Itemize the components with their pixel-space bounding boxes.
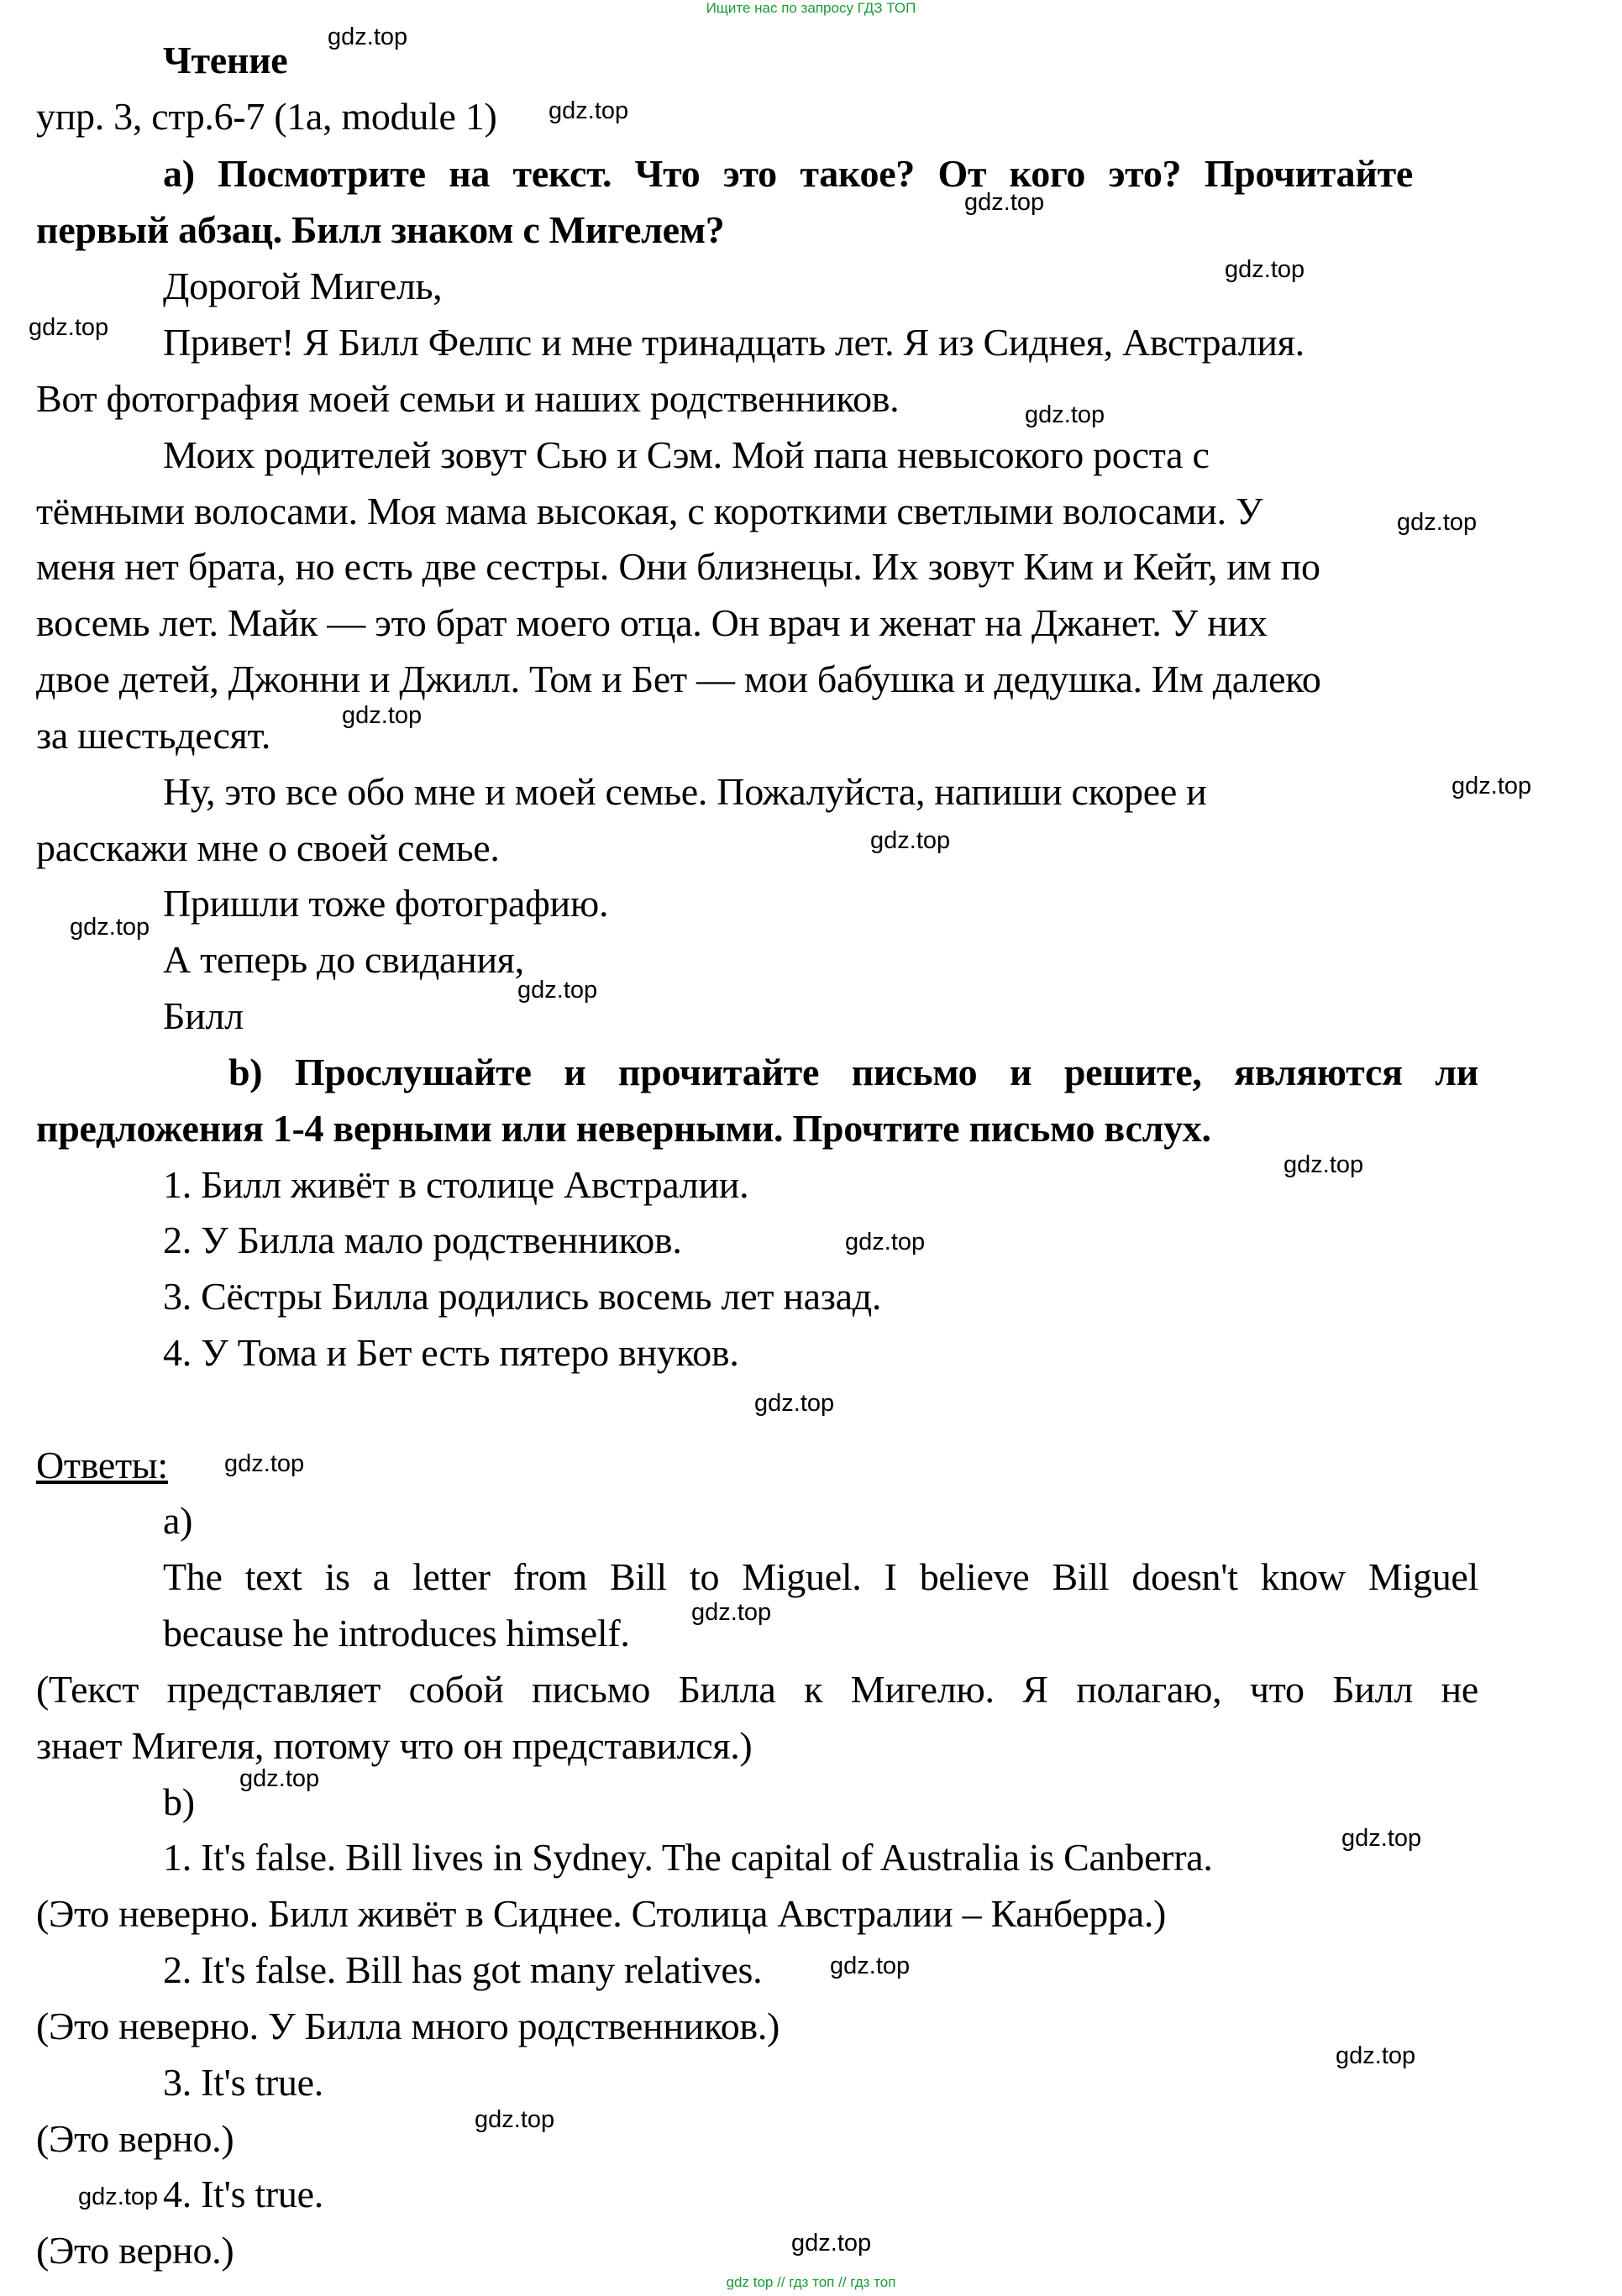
answer-b1-en: 1. It's false. Bill lives in Sydney. The capital of Australia is Canberra. xyxy=(163,1836,1213,1879)
watermark: gdz.top xyxy=(239,1765,320,1792)
letter-p2-line-3: меня нет брата, но есть две сестры. Они близнецы. Их зовут Ким и Кейт, им по xyxy=(36,545,1320,588)
letter-p3-line-2: расскажи мне о своей семье. xyxy=(36,826,500,869)
watermark: gdz.top xyxy=(224,1450,305,1477)
answer-b2-en: 2. It's false. Bill has got many relatives. xyxy=(163,1948,763,1991)
letter-p4: Пришли тоже фотографию. xyxy=(163,882,609,925)
statement-3: 3. Сёстры Билла родились восемь лет назад. xyxy=(163,1275,882,1318)
letter-greeting: Дорогой Мигель, xyxy=(163,265,443,307)
task-b-line-2: предложения 1-4 верными или неверными. Прочтите письмо вслух. xyxy=(36,1107,1211,1150)
answer-b4-ru: (Это верно.) xyxy=(36,2229,234,2272)
watermark: gdz.top xyxy=(870,827,951,854)
answer-a-en-line-2: because he introduces himself. xyxy=(163,1612,630,1654)
footer-note: gdz top // гдз топ // гдз топ xyxy=(726,2274,896,2290)
letter-p3-line-1: Ну, это все обо мне и моей семье. Пожалуйста, напиши скорее и xyxy=(163,770,1207,813)
task-a-line-1: a) Посмотрите на текст. Что это такое? От кого это? Прочитайте xyxy=(163,152,1413,195)
task-a-line-2: первый абзац. Билл знаком с Мигелем? xyxy=(36,208,725,251)
section-title: Чтение xyxy=(163,39,288,81)
answer-b3-en: 3. It's true. xyxy=(163,2061,323,2104)
watermark: gdz.top xyxy=(845,1229,926,1255)
watermark: gdz.top xyxy=(1341,1825,1422,1852)
answer-a-ru-line-2: знает Мигеля, потому что он представился.) xyxy=(36,1724,753,1767)
exercise-ref: упр. 3, стр.6-7 (1a, module 1) xyxy=(36,95,497,138)
watermark: gdz.top xyxy=(29,314,109,341)
watermark: gdz.top xyxy=(754,1390,835,1417)
watermark: gdz.top xyxy=(70,914,150,941)
letter-p1-line-2: Вот фотография моей семьи и наших родственников. xyxy=(36,377,900,420)
answer-b2-ru: (Это неверно. У Билла много родственников.) xyxy=(36,2005,780,2047)
statement-2: 2. У Билла мало родственников. xyxy=(163,1219,682,1261)
letter-p2-line-1: Моих родителей зовут Сью и Сэм. Мой папа невысокого роста с xyxy=(163,433,1210,476)
watermark: gdz.top xyxy=(1225,256,1305,283)
watermark: gdz.top xyxy=(1397,509,1478,536)
letter-p2-line-6: за шестьдесят. xyxy=(36,714,271,757)
letter-p2-line-4: восемь лет. Майк — это брат моего отца. Он врач и женат на Джанет. У них xyxy=(36,601,1268,644)
watermark: gdz.top xyxy=(791,2230,872,2257)
task-b-line-1: b) Прослушайте и прочитайте письмо и решите, являются ли xyxy=(228,1051,1478,1093)
letter-p2-line-5: двое детей, Джонни и Джилл. Том и Бет — мои бабушка и дедушка. Им далеко xyxy=(36,658,1321,700)
watermark: gdz.top xyxy=(78,2183,159,2210)
answer-b1-ru: (Это неверно. Билл живёт в Сиднее. Столица Австралии – Канберра.) xyxy=(36,1892,1167,1935)
letter-closing: А теперь до свидания, xyxy=(163,938,524,981)
watermark: gdz.top xyxy=(328,24,408,50)
header-note: Ищите нас по запросу ГДЗ ТОП xyxy=(706,0,916,16)
watermark: gdz.top xyxy=(517,977,598,1004)
watermark: gdz.top xyxy=(549,97,629,124)
answer-a-en-line-1: The text is a letter from Bill to Miguel. I believe Bill doesn't know Miguel xyxy=(163,1555,1478,1598)
statement-4: 4. У Тома и Бет есть пятеро внуков. xyxy=(163,1331,739,1374)
answer-a-ru-line-1: (Текст представляет собой письмо Билла к Мигелю. Я полагаю, что Билл не xyxy=(36,1668,1478,1711)
answer-b-label: b) xyxy=(163,1780,195,1823)
watermark: gdz.top xyxy=(691,1599,772,1626)
watermark: gdz.top xyxy=(830,1953,911,1979)
watermark: gdz.top xyxy=(964,189,1045,216)
answer-a-label: a) xyxy=(163,1499,193,1542)
letter-p2-line-2: тёмными волосами. Моя мама высокая, с короткими светлыми волосами. У xyxy=(36,490,1263,532)
watermark: gdz.top xyxy=(1451,773,1532,799)
watermark: gdz.top xyxy=(342,702,423,729)
watermark: gdz.top xyxy=(1336,2042,1416,2069)
answers-heading: Ответы: xyxy=(36,1444,168,1486)
watermark: gdz.top xyxy=(475,2106,555,2133)
answer-b3-ru: (Это верно.) xyxy=(36,2117,234,2160)
watermark: gdz.top xyxy=(1025,401,1105,428)
letter-p1-line-1: Привет! Я Билл Фелпс и мне тринадцать лет. Я из Сиднея, Австралия. xyxy=(163,321,1304,364)
statement-1: 1. Билл живёт в столице Австралии. xyxy=(163,1163,749,1206)
letter-signature: Билл xyxy=(163,994,244,1037)
watermark: gdz.top xyxy=(1283,1151,1364,1178)
answer-b4-en: 4. It's true. xyxy=(163,2173,323,2215)
